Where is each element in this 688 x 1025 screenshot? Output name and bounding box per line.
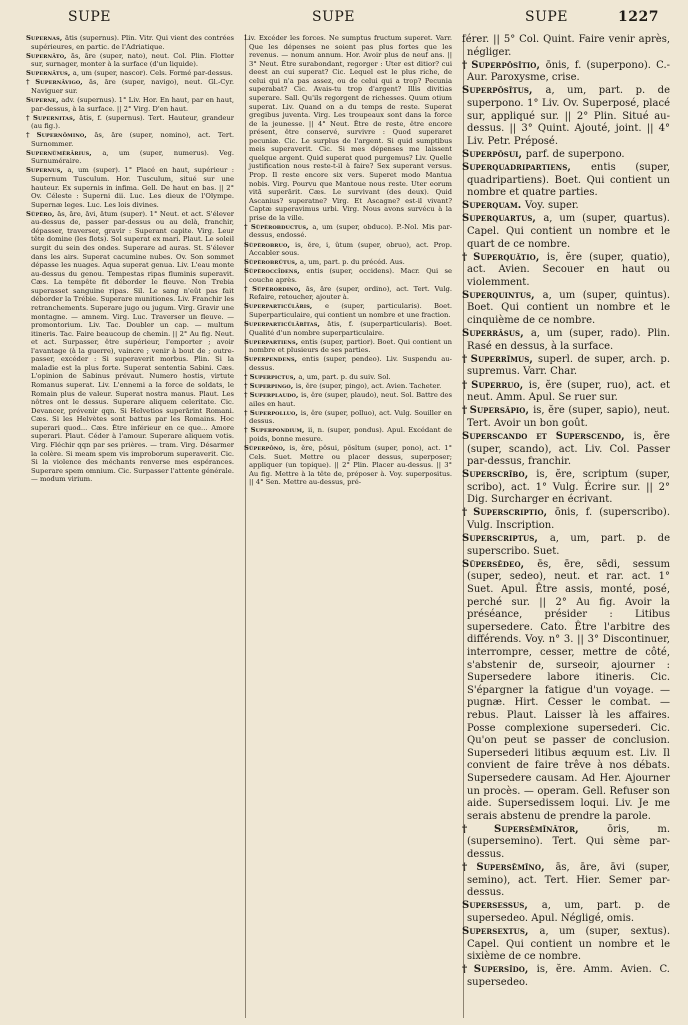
entry-headword: Supernus, — [26, 166, 68, 175]
entry-definition: ās, āre (super, ordino), act. Tert. Vulg. Refaire, retoucher, ajouter à. — [249, 284, 453, 302]
entry-definition: ēs, ēre, sēdi, sessum (super, sedeo), neut. et rar. act. 1° Suet. Apul. Être assis, monté, posé, perché sur. || 2° Au fig. Avoir la préséance, présider : Litibus supersedere. Cato. Être l'arbitre des différends. Voy. n° 3. || 3° Discontinuer, interrompre, cesser, mettre de côté, s'abstenir de, surseoir, ajourner : Supersedere labore itineris. Cic. S'épargner la fatigue d'un voyage. — pugnæ. Hirt. Cesser le combat. — rebus. Plaut. Laisser là les affaires. Posse complexione supersederi. Cic. Qu'on peut se passer de conclusion. Supersederi litibus æquum est. Liv. Il convient de faire trêve à nos débats. Supersedere causam. Ad Her. Ajourner un procès. — operam. Gell. Refuser son aide. Supersedissem loqui. Liv. Je me serais abstenu de prendre la parole. — [467, 558, 670, 822]
entry-definition: a, um (super, quartus). Capel. Qui contient un nombre et le quart de ce nombre. — [467, 213, 670, 250]
entry-headword: Superpendens, — [244, 355, 303, 364]
dictionary-entry — [26, 69, 234, 78]
entry-headword: Supernōmino, — [36, 131, 95, 140]
entry-definition: is, ĕre (super, plaudo), neut. Sol. Battre des ailes en haut. — [249, 391, 453, 408]
entry-headword: Superpondium, — [250, 426, 308, 435]
entry-headword: Superscriptus, — [462, 533, 550, 545]
entry-definition: ātis (supernus). Plin. Vitr. Qui vient des contrées supérieures, en partic. de l'Adriatique. — [31, 34, 235, 51]
dictionary-entry — [462, 34, 670, 59]
entry-definition: a, um, part. p. de superpono. 1° Liv. Ov. Superposé, placé sur, appliqué sur. || 2° Plin. Situé au-dessus. || 3° Quint. Ajouté, joint. || 4° Liv. Petr. Préposé. — [467, 85, 670, 147]
dictionary-entry — [244, 409, 452, 426]
dictionary-entry — [462, 559, 670, 823]
entry-definition: ii, n. (super, pondus). Apul. Excédant de poids, bonne mesure. — [249, 426, 452, 443]
dictionary-entry — [26, 114, 234, 131]
column-1 — [26, 34, 234, 990]
dagger-icon: † — [26, 78, 34, 87]
dagger-icon: † — [26, 131, 35, 140]
dictionary-entry — [244, 426, 452, 443]
entry-headword: Supersīdo, — [473, 964, 537, 976]
dagger-icon: † — [462, 251, 472, 263]
entry-definition: is, ĕre, scriptum (super, scribo), act. 1° Vulg. Écrire sur. || 2° Dig. Surcharger en écrivant. — [467, 469, 670, 506]
dictionary-entry — [462, 862, 670, 900]
entry-definition: ātis, f. (superparticularis). Boet. Qualité d'un nombre superparticulaire. — [249, 320, 452, 337]
entry-headword: Supersēmĭnātor, — [494, 823, 608, 835]
dictionary-entry — [462, 290, 670, 328]
dictionary-entry — [462, 85, 670, 148]
entry-headword: Superpŏsĭtus, — [462, 85, 546, 97]
entry-headword: Superquătio, — [473, 251, 547, 263]
entry-definition: a, um (super, numerus). Veg. Surnuméraire. — [31, 148, 234, 166]
column-2 — [244, 34, 452, 990]
entry-definition: is, ĕre (super, ruo), act. et neut. Amm. Apul. Se ruer sur. — [467, 379, 670, 404]
dictionary-entry — [26, 34, 234, 51]
dictionary-entry — [462, 149, 670, 162]
entry-definition: is, ĕre, i, ŭtum (super, obruo), act. Prop. Accabler sous. — [249, 240, 452, 258]
entry-definition: Liv. Excéder les forces. Ne sumptus fructum superet. Varr. Que les dépenses ne soient pas plus fortes que les revenus. — nonum annum. Hor. Avoir plus de neuf ans. || 3° Neut. Être surabondant, regorger : Uter est ditior? cui deest an cui superat? Cic. Lequel est le plus riche, de celui qui n'a pas assez, ou de celui qui a trop? Pecunia superabat? Cic. Avais-tu trop d'argent? Illis divitias superare. Sall. Qu'ils regorgent de richesses. Quum otium superat. Liv. Quand on a du temps de reste. Superat gregibus juventa. Virg. Les troupeaux sont dans la force de la jeunesse. || 4° Neut. Être de reste, être encore présent, être conservé, survivre : Quod superaret pecuniæ. Cic. Le surplus de l'argent. Si quid sumptibus meis superaverit. Cic. Si mes dépenses me laissent quelque argent. Quid superat quod purgemus? Liv. Quelle justification nous reste-t-il à faire? Sex superant versus. Prop. Il reste encore six vers. Superet modo Mantua nobis. Virg. Pourvu que Mantoue nous reste. Uter eorum vitā superārit. Cæs. Le survivant (des deux). Quid Ascanius? superatne? Virg. Et Ascagne? est-il vivant? Captæ superavimus urbi. Virg. Nous avons survécu à la prise de la ville. — [244, 34, 452, 222]
dictionary-entry — [462, 900, 670, 925]
column-3 — [462, 34, 670, 990]
entry-definition: a, um, part. p. de supersedeo. Apul. Négligé, omis. — [467, 900, 671, 924]
columns — [26, 34, 670, 990]
dictionary-entry — [244, 373, 452, 382]
entry-definition: ās, āre, āvi (super, semino), act. Tert. Hier. Semer par-dessus. — [467, 862, 670, 899]
dagger-icon: † — [244, 382, 248, 390]
entry-headword: Supernas, — [26, 34, 66, 42]
entry-headword: Superquadripartiens, — [462, 161, 591, 173]
dictionary-entry — [244, 302, 452, 319]
entry-definition: is, ĕre (super, sapio), neut. Tert. Avoir un bon goût. — [467, 405, 670, 429]
entry-definition: ās, āre (super, nato), neut. Col. Plin. Flotter sur, surnager, monter à la surface (d'un liquide). — [31, 51, 234, 69]
entry-definition: ōnis, f. (superpono). C.-Aur. Paroxysme, crise. — [467, 59, 670, 84]
entry-headword: Superrāsus, — [462, 328, 531, 340]
running-header — [0, 0, 688, 30]
entry-definition: parf. de superpono. — [525, 148, 625, 160]
entry-definition: a, um (super, sextus). Capel. Qui contient un nombre et le sixième de ce nombre. — [467, 926, 670, 963]
dictionary-entry — [244, 285, 452, 302]
entry-headword: Superscando et Superscendo, — [462, 430, 634, 442]
entry-definition: entis (super, quadripartiens). Boet. Qui contient un nombre et quatre parties. — [467, 161, 670, 199]
entry-definition: a, um, part. p. du suiv. Sol. — [298, 372, 391, 381]
dagger-icon: † — [462, 507, 472, 519]
entry-headword: Superne, — [26, 95, 62, 104]
dictionary-entry — [26, 131, 234, 148]
dictionary-entry — [462, 200, 670, 213]
entry-headword: Superscrībo, — [462, 469, 537, 481]
entry-headword: Supernāto, — [26, 51, 71, 60]
dagger-icon: † — [462, 405, 468, 417]
entry-headword: Supernŭmĕrārius, — [26, 148, 103, 157]
dictionary-entry — [244, 241, 452, 258]
entry-headword: Supersăpio, — [469, 405, 534, 417]
dagger-icon: † — [244, 222, 249, 231]
dictionary-entry — [26, 149, 234, 166]
dictionary-entry — [462, 964, 670, 989]
entry-headword: Supersēmĭno, — [476, 862, 556, 874]
dagger-icon: † — [26, 113, 32, 122]
dictionary-entry — [244, 444, 452, 487]
entry-headword: Superparticŭlāris, — [244, 302, 325, 311]
entry-headword: Sŭpĕroccīdens, — [244, 267, 307, 276]
page-number: 1227 — [618, 9, 659, 25]
entry-headword: Supernātus, — [26, 69, 73, 78]
entry-headword: Sŭpĕro, — [26, 209, 58, 218]
dictionary-entry — [244, 338, 452, 355]
entry-definition: is, ĕre (super, pingo), act. Avien. Tacheter. — [295, 382, 442, 390]
entry-headword: Superpolluo, — [249, 408, 301, 417]
header-left-guide-word: SUPE — [68, 9, 112, 25]
entry-definition: a, um, part. p. du précéd. Aus. — [299, 258, 405, 267]
entry-definition: entis (super, partior). Boet. Qui contient un nombre et plusieurs de ses parties. — [249, 337, 452, 355]
dagger-icon: † — [462, 379, 470, 391]
entry-headword: Superquam. — [462, 200, 525, 212]
dictionary-entry — [462, 507, 670, 532]
dictionary-entry — [26, 78, 234, 95]
entry-headword: Superparticŭlārĭtas, — [244, 320, 328, 329]
entry-headword: Sŭpĕrordino, — [252, 284, 306, 293]
header-center-guide-word: SUPE — [312, 9, 356, 25]
entry-definition: a, um (super, nascor). Cels. Formé par-dessus. — [72, 69, 233, 78]
entry-headword: Sŭperpōno, — [244, 443, 290, 452]
entry-definition: e (super, particularis). Boet. Superparticulaire, qui contient un nombre et une fraction. — [249, 302, 452, 319]
entry-definition: is, ĕre (super, polluo), act. Vulg. Souiller en dessus. — [249, 408, 452, 426]
entry-definition: is, ĕre. Amm. Avien. C. supersedeo. — [467, 964, 670, 988]
dagger-icon: † — [462, 862, 475, 874]
dictionary-entry — [462, 60, 670, 85]
entry-headword: Supernāvigo, — [35, 78, 89, 87]
dictionary-entry — [462, 431, 670, 469]
entry-headword: Sŭpĕrobruo, — [244, 240, 296, 249]
entry-definition: Voy. super. — [524, 200, 579, 212]
dagger-icon: † — [462, 353, 469, 365]
dictionary-entry — [26, 210, 234, 484]
entry-headword: Supersessus, — [462, 900, 542, 912]
dictionary-entry — [462, 824, 670, 862]
entry-definition: a, um (super, rado). Plin. Rasé en dessus, à la surface. — [467, 328, 670, 352]
dagger-icon: † — [244, 372, 248, 381]
entry-definition: a, um (super, quintus). Boet. Qui contient un nombre et le cinquième de ce nombre. — [467, 289, 671, 327]
entry-headword: Superpingo, — [249, 382, 296, 390]
entry-headword: Supersextus, — [462, 926, 540, 938]
dictionary-entry — [244, 320, 452, 337]
entry-headword: Superpartiens, — [244, 337, 301, 346]
dagger-icon: † — [462, 964, 472, 976]
entry-headword: Superquintus, — [462, 289, 543, 301]
dagger-icon: † — [244, 426, 249, 435]
entry-definition: ās, āre (super, nomino), act. Tert. Surnommer. — [31, 131, 234, 148]
entry-headword: Superpŏsĭtio, — [471, 59, 546, 71]
dictionary-entry — [244, 355, 452, 372]
entry-headword: Superscriptio, — [473, 507, 555, 519]
entry-headword: Superpictus, — [249, 372, 299, 381]
dagger-icon: † — [462, 823, 493, 835]
dictionary-entry — [462, 469, 670, 507]
dagger-icon: † — [462, 59, 470, 71]
dictionary-entry — [244, 267, 452, 284]
entry-definition: adv. (supernus). 1° Liv. Hor. En haut, par en haut, par-dessus, à la surface. || 2° Virg. D'en haut. — [31, 95, 235, 113]
entry-definition: ōnis, f. (superscribo). Vulg. Inscription. — [467, 507, 670, 532]
entry-definition: a, um (super, obduco). P.-Nol. Mis par-dessus, endossé. — [249, 222, 453, 240]
entry-headword: Superpŏsui, — [462, 148, 526, 160]
entry-definition: ōris, m. (supersemino). Tert. Qui sème par-dessus. — [467, 823, 670, 860]
entry-definition: superl. de super, arch. p. supremus. Varr. Char. — [467, 353, 671, 378]
entry-headword: Superplaudo, — [249, 391, 301, 400]
entry-headword: Sŭpĕrobductus, — [250, 222, 313, 231]
dictionary-entry — [462, 533, 670, 558]
dictionary-entry — [244, 391, 452, 408]
dictionary-entry — [244, 382, 452, 391]
dictionary-entry — [462, 328, 670, 353]
entry-headword: Sŭpĕrobrŭtus, — [244, 258, 300, 267]
entry-definition: is, ĕre (super, quatio), act. Avien. Secouer en haut ou violemment. — [467, 251, 671, 288]
dictionary-entry — [26, 166, 234, 209]
dagger-icon: † — [244, 408, 248, 417]
dictionary-entry — [462, 380, 670, 405]
dictionary-entry — [26, 96, 234, 113]
dictionary-entry — [462, 252, 670, 290]
entry-definition: entis (super, pendeo). Liv. Suspendu au-dessus. — [249, 355, 452, 372]
dictionary-entry — [462, 213, 670, 251]
entry-definition: férer. || 5° Col. Quint. Faire venir après, négliger. — [462, 34, 670, 58]
dagger-icon: † — [244, 284, 251, 293]
dictionary-entry — [244, 258, 452, 267]
dictionary-entry — [462, 354, 670, 379]
header-right-guide-word: SUPE — [525, 9, 569, 25]
entry-headword: Sŭpersĕdeo, — [462, 558, 538, 570]
entry-definition: a, um, part. p. de superscribo. Suet. — [467, 533, 670, 557]
dictionary-entry — [462, 405, 670, 430]
entry-definition: ātis, f. (supernus). Tert. Hauteur, grandeur (au fig.). — [31, 113, 235, 131]
dictionary-entry — [244, 34, 452, 222]
dictionary-entry — [26, 52, 234, 69]
entry-headword: Supernitas, — [33, 113, 80, 122]
dagger-icon: † — [244, 391, 248, 400]
entry-definition: is, ĕre, pŏsui, pŏsĭtum (super, pono), act. 1° Cels. Suet. Mettre ou placer dessus, superposer; appliquer (un topique). || 2° Plin. Placer au-dessus. || 3° Au fig. Mettre à la tête de, préposer à. Voy. superpositus. || 4° Sen. Mettre au-dessus, pré- — [249, 443, 452, 487]
entry-definition: is, ĕre (super, scando), act. Liv. Col. Passer par-dessus, franchir. — [467, 430, 670, 468]
dictionary-entry — [462, 162, 670, 200]
entry-definition: ās, āre, āvi, ātum (super). 1° Neut. et act. S'élever au-dessus de, passer par-dessus ou au delà, franchir, dépasser, traverser, gravir : Superant capite. Virg. Leur tête domine (les flots). Sol superat ex mari. Plaut. Le soleil surgit du sein des ondes. Superare ad auras. St. S'élever dans les airs. Superat cacumine nubes. Ov. Son sommet dépasse les nuages. Aqua superat genua. Liv. L'eau monte au-dessus du genou. Tempestas ripas fluminis superavit. Cæs. La tempête fit déborder le fleuve. Non Trebia superasset sanguine ripas. Sil. Le sang n'eût pas fait déborder la Trébie. Superare munitiones. Liv. Franchir les retranchements. Superare jugo ou jugum. Virg. Gravir une montagne. — amnem. Virg. Luc. Traverser un fleuve. — promontorium. Liv. Tac. Doubler un cap. — multum itineris. Tac. Faire beaucoup de chemin. || 2° Au fig. Neut. et act. Surpasser, être supérieur, l'emporter ; avoir l'avantage (à la guerre), vaincre ; venir à bout de ; outre-passer, excéder : Si superaverit morbus. Plin. Si la maladie est la plus forte. Superat sententia Sabini. Cæs. L'opinion de Sabinus prévaut. Numero hostis, virtute Romanus superat. Liv. L'ennemi a la force de soldats, le Romain plus de valeur. Superat nostra manus. Plaut. Les nôtres ont le dessus. Superare aliquem celeritate. Cic. Devancer, prévenir qqn. Si Helvetios superārint Romani. Cæs. Si les Helvètes sont battus par les Romains. Hoc superari quod... Cæs. Être inférieur en ce que... Amore superari. Plaut. Céder à l'amour. Superare aliquem votis. Virg. Fléchir qqn par ses prières. — tram. Virg. Désarmer la colère. Si meam spem vis improborum superaverit. Cic. Si la violence des méchants renverse mes espérances. Superare spem omnium. Cic. Surpasser l'attente générale. — modum virium. — [31, 209, 234, 484]
entry-definition: entis (super, occidens). Macr. Qui se couche après. — [249, 267, 452, 284]
dictionary-entry — [244, 223, 452, 240]
entry-headword: Superruo, — [471, 379, 529, 391]
entry-definition: a, um (super). 1° Placé en haut, supérieur : Supernum Tusculum. Hor. Tusculum, situé sur une hauteur. Ex supernis in infima. Gell. De haut en bas. || 2° Ov. Céleste : Superni dii. Luc. Les dieux de l'Olympe. Supernæ leges. Luc. Les lois divines. — [31, 166, 234, 209]
entry-headword: Superrĭmus, — [470, 353, 538, 365]
dictionary-entry — [462, 926, 670, 964]
entry-headword: Superquartus, — [462, 213, 544, 225]
entry-definition: ās, āre (super, navigo), neut. Gl.-Cyr. Naviguer sur. — [31, 78, 234, 95]
